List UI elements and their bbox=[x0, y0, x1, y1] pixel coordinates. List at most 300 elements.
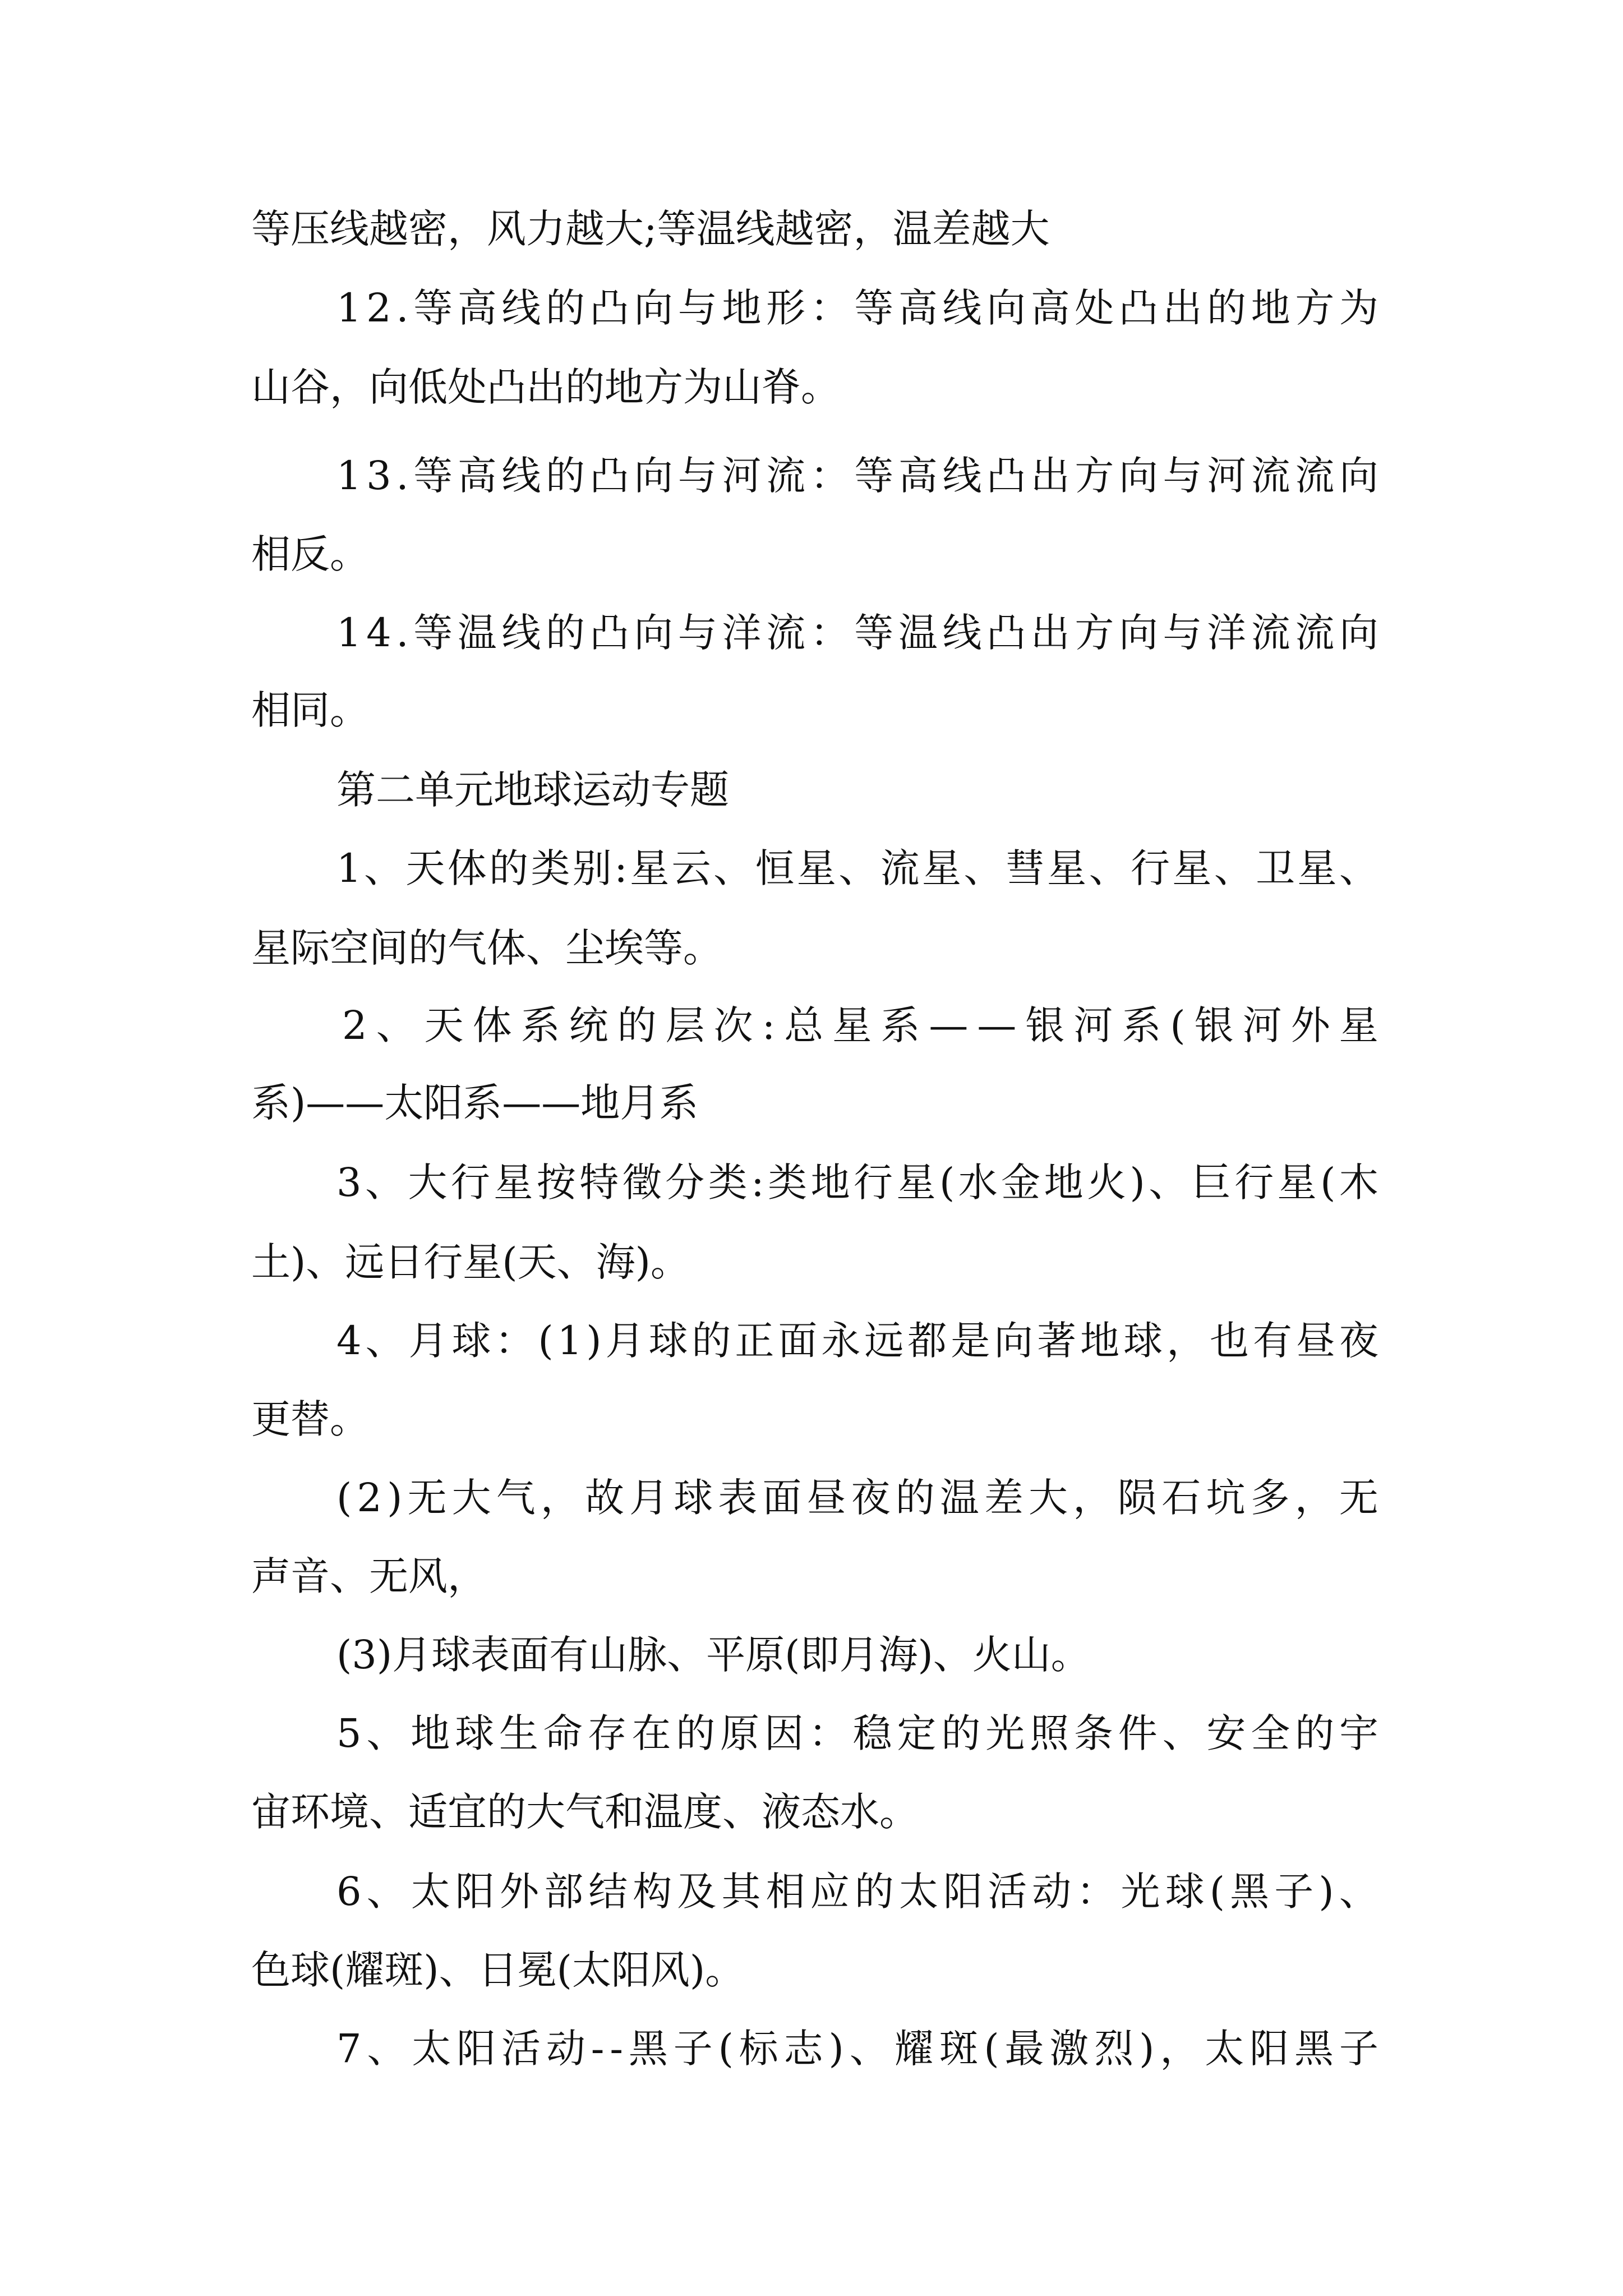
text-char: 向 bbox=[634, 453, 674, 499]
text-char: 云 bbox=[671, 845, 711, 891]
text-char: 处 bbox=[1075, 285, 1114, 331]
text-char: . bbox=[396, 453, 409, 499]
text-char: 命 bbox=[543, 1710, 583, 1756]
text-char: 气 bbox=[496, 1475, 536, 1521]
text-line: (3)月球表面有山脉、平原(即月海)、火山。 bbox=[336, 1632, 1090, 1678]
text-char: 温 bbox=[898, 610, 938, 656]
text-char: 别 bbox=[572, 845, 612, 891]
text-char: 太 bbox=[411, 1869, 450, 1915]
text-char: 照 bbox=[1030, 1710, 1069, 1756]
text-char: 阳 bbox=[1249, 2026, 1289, 2072]
text-char: 的 bbox=[1207, 285, 1247, 331]
text-char: 宇 bbox=[1339, 1710, 1378, 1756]
text-char: 子 bbox=[1274, 1869, 1314, 1915]
text-char: 分 bbox=[665, 1159, 705, 1205]
text-line bbox=[342, 997, 1378, 1053]
text-char: 有 bbox=[1253, 1318, 1292, 1364]
text-char: 星 bbox=[896, 1159, 936, 1205]
text-line: 等压线越密，风力越大;等温线越密，温差越大 bbox=[251, 206, 1050, 252]
text-char: 1 bbox=[557, 1318, 583, 1364]
text-char: 行 bbox=[1234, 1159, 1274, 1205]
text-line bbox=[336, 1313, 1378, 1369]
text-char: ： bbox=[810, 285, 850, 331]
text-char: 凸 bbox=[1118, 285, 1158, 331]
text-char: 流 bbox=[1295, 453, 1335, 499]
text-line: 山谷，向低处凸出的地方为山脊。 bbox=[251, 364, 840, 410]
text-char: 1 bbox=[336, 285, 362, 331]
text-char: 星 bbox=[922, 845, 961, 891]
text-char: 与 bbox=[677, 453, 717, 499]
text-line: 更替。 bbox=[251, 1396, 369, 1442]
text-char: 凸 bbox=[589, 610, 629, 656]
text-char: 向 bbox=[634, 610, 674, 656]
text-char: 标 bbox=[739, 2026, 778, 2072]
text-char: ( bbox=[1209, 1869, 1225, 1915]
text-char: 的 bbox=[691, 1318, 731, 1364]
text-char: 差 bbox=[984, 1475, 1023, 1521]
text-char: 太 bbox=[1205, 2026, 1244, 2072]
text-char: 流 bbox=[1295, 610, 1335, 656]
text-char: 层 bbox=[665, 1002, 705, 1048]
text-char: 与 bbox=[677, 285, 717, 331]
text-char: 流 bbox=[880, 845, 920, 891]
text-char: 等 bbox=[854, 285, 894, 331]
text-char: 、 bbox=[1089, 845, 1128, 891]
text-char: 类 bbox=[768, 1159, 808, 1205]
text-char: 昼 bbox=[1295, 1318, 1335, 1364]
text-char: 洋 bbox=[1207, 610, 1247, 656]
text-char: ： bbox=[810, 610, 850, 656]
text-char: 结 bbox=[588, 1869, 628, 1915]
text-char: 星 bbox=[1339, 1002, 1378, 1048]
text-char: 天 bbox=[424, 1002, 464, 1048]
text-char: ) bbox=[1318, 1869, 1334, 1915]
text-char: 的 bbox=[546, 285, 585, 331]
section-heading: 第二单元地球运动专题 bbox=[336, 767, 729, 813]
text-line bbox=[336, 1705, 1378, 1761]
text-char: 行 bbox=[450, 1159, 490, 1205]
text-char: 温 bbox=[457, 610, 497, 656]
text-char: 、 bbox=[376, 1002, 416, 1048]
text-char: ( bbox=[1170, 1002, 1186, 1048]
text-char: 出 bbox=[1030, 610, 1070, 656]
text-line bbox=[336, 280, 1378, 336]
text-char: 活 bbox=[988, 1869, 1027, 1915]
text-char: 卫 bbox=[1256, 845, 1295, 891]
text-char: 凸 bbox=[986, 453, 1026, 499]
text-char: 耀 bbox=[894, 2026, 934, 2072]
text-char: 河 bbox=[1242, 1002, 1282, 1048]
text-char: 流 bbox=[1251, 610, 1290, 656]
text-char: 凸 bbox=[589, 285, 629, 331]
text-line bbox=[336, 605, 1378, 661]
text-char: 高 bbox=[457, 285, 497, 331]
text-char: 无 bbox=[1339, 1475, 1378, 1521]
text-char: 存 bbox=[587, 1710, 627, 1756]
text-char: 月 bbox=[605, 1318, 645, 1364]
text-char: 、 bbox=[838, 845, 878, 891]
text-char: 、 bbox=[963, 845, 1003, 891]
text-char: 件 bbox=[1118, 1710, 1158, 1756]
text-char: 河 bbox=[722, 453, 762, 499]
text-char: ， bbox=[1294, 1475, 1334, 1521]
text-char: 出 bbox=[1163, 285, 1202, 331]
text-char: 夜 bbox=[851, 1475, 891, 1521]
text-char: ) bbox=[1129, 1159, 1145, 1205]
text-char: 高 bbox=[1030, 285, 1070, 331]
text-line bbox=[336, 448, 1378, 504]
text-char: 巨 bbox=[1191, 1159, 1231, 1205]
text-char: 恒 bbox=[755, 845, 795, 891]
text-char: 5 bbox=[336, 1710, 362, 1756]
text-char: 类 bbox=[531, 845, 570, 891]
text-char: 行 bbox=[854, 1159, 893, 1205]
text-char: 向 bbox=[986, 285, 1026, 331]
text-char: 星 bbox=[1297, 845, 1337, 891]
text-char: 线 bbox=[942, 610, 982, 656]
text-char: 阳 bbox=[455, 1869, 495, 1915]
text-char: 4 bbox=[366, 610, 391, 656]
text-char: 地 bbox=[1044, 1159, 1083, 1205]
text-line bbox=[336, 1864, 1378, 1920]
text-char: 线 bbox=[501, 453, 541, 499]
text-char: : bbox=[614, 845, 628, 891]
text-char: 斑 bbox=[939, 2026, 979, 2072]
text-char: 银 bbox=[1194, 1002, 1234, 1048]
text-char: 金 bbox=[1001, 1159, 1041, 1205]
text-char: 、 bbox=[365, 1159, 404, 1205]
text-char: 特 bbox=[579, 1159, 619, 1205]
text-char: 星 bbox=[796, 845, 836, 891]
text-char: 永 bbox=[821, 1318, 861, 1364]
text-char: . bbox=[396, 285, 409, 331]
text-char: 故 bbox=[584, 1475, 624, 1521]
text-char: 球 bbox=[451, 1318, 491, 1364]
text-char: ) bbox=[387, 1475, 403, 1521]
text-char: 球 bbox=[1165, 1869, 1205, 1915]
text-char: 等 bbox=[413, 610, 453, 656]
text-char: 星 bbox=[494, 1159, 533, 1205]
text-char: ， bbox=[540, 1475, 580, 1521]
text-char: ( bbox=[1320, 1159, 1336, 1205]
text-char: 线 bbox=[501, 285, 541, 331]
text-char: 温 bbox=[939, 1475, 979, 1521]
text-char: 向 bbox=[994, 1318, 1034, 1364]
text-line bbox=[336, 840, 1378, 896]
text-char: 大 bbox=[451, 1475, 491, 1521]
text-char: 的 bbox=[489, 845, 529, 891]
text-char: 3 bbox=[366, 453, 391, 499]
text-char: 水 bbox=[958, 1159, 998, 1205]
text-char: 最 bbox=[1004, 2026, 1044, 2072]
text-char: 高 bbox=[898, 453, 938, 499]
text-char: - bbox=[610, 2026, 623, 2072]
text-char: 地 bbox=[810, 1159, 850, 1205]
text-char: 黑 bbox=[1294, 2026, 1334, 2072]
text-char: 夜 bbox=[1339, 1318, 1378, 1364]
text-char: 高 bbox=[898, 285, 938, 331]
text-char: 无 bbox=[407, 1475, 447, 1521]
text-char: 生 bbox=[499, 1710, 538, 1756]
text-char: 河 bbox=[1207, 453, 1247, 499]
text-char: 行 bbox=[1130, 845, 1170, 891]
text-char: 阳 bbox=[457, 2026, 496, 2072]
text-char: 、 bbox=[1214, 845, 1253, 891]
text-line bbox=[336, 1470, 1378, 1526]
text-char: 的 bbox=[617, 1002, 657, 1048]
text-char: 类 bbox=[708, 1159, 748, 1205]
text-char: 星 bbox=[1277, 1159, 1317, 1205]
text-char: 大 bbox=[408, 1159, 448, 1205]
text-char: 系 bbox=[1122, 1002, 1161, 1048]
text-char: 2 bbox=[357, 1475, 382, 1521]
text-char: 向 bbox=[1339, 453, 1378, 499]
text-char: 球 bbox=[1123, 1318, 1163, 1364]
text-char: 面 bbox=[778, 1318, 818, 1364]
text-char: 地 bbox=[1251, 285, 1290, 331]
text-char: 动 bbox=[1032, 1869, 1072, 1915]
text-char: 月 bbox=[629, 1475, 669, 1521]
text-char: 、 bbox=[1162, 1710, 1202, 1756]
text-char: 表 bbox=[718, 1475, 758, 1521]
text-line: 土)、远日行星(天、海)。 bbox=[251, 1239, 690, 1285]
text-char: 的 bbox=[941, 1710, 981, 1756]
text-char: 方 bbox=[1075, 610, 1114, 656]
text-char: ) bbox=[828, 2026, 844, 2072]
text-char: 、 bbox=[366, 1710, 406, 1756]
text-char: 方 bbox=[1295, 285, 1335, 331]
text-char: 面 bbox=[762, 1475, 802, 1521]
text-line: 声音、无风， bbox=[251, 1553, 487, 1599]
text-char: ( bbox=[336, 1475, 352, 1521]
text-char: 其 bbox=[721, 1869, 761, 1915]
text-line bbox=[336, 2021, 1378, 2077]
text-char: 的 bbox=[895, 1475, 935, 1521]
text-char: 外 bbox=[1290, 1002, 1330, 1048]
text-char: 总 bbox=[784, 1002, 824, 1048]
text-char: 出 bbox=[1030, 453, 1070, 499]
text-char: 构 bbox=[633, 1869, 672, 1915]
text-char: ( bbox=[984, 2026, 999, 2072]
text-char: 等 bbox=[413, 285, 453, 331]
text-char: 2 bbox=[366, 285, 391, 331]
text-char: 3 bbox=[336, 1159, 362, 1205]
text-char: 、 bbox=[849, 2026, 889, 2072]
text-char: 星 bbox=[832, 1002, 872, 1048]
text-char: 因 bbox=[764, 1710, 804, 1756]
text-char: 著 bbox=[1037, 1318, 1077, 1364]
text-char: 向 bbox=[1118, 610, 1158, 656]
text-char: 线 bbox=[942, 285, 982, 331]
text-char: 为 bbox=[1339, 285, 1378, 331]
text-char: 、 bbox=[1149, 1159, 1188, 1205]
text-char: 星 bbox=[1047, 845, 1087, 891]
text-char: 流 bbox=[766, 610, 806, 656]
text-char: 阳 bbox=[943, 1869, 983, 1915]
text-char: ： bbox=[810, 453, 850, 499]
text-char: 、 bbox=[367, 2026, 407, 2072]
text-char: 动 bbox=[546, 2026, 585, 2072]
text-char: 球 bbox=[648, 1318, 688, 1364]
text-char: 昼 bbox=[806, 1475, 846, 1521]
text-char: ， bbox=[1166, 1318, 1206, 1364]
text-char: 安 bbox=[1206, 1710, 1246, 1756]
text-char: 与 bbox=[1163, 610, 1202, 656]
text-char: 全 bbox=[1251, 1710, 1290, 1756]
text-char: 洋 bbox=[722, 610, 762, 656]
text-char: 子 bbox=[1339, 2026, 1378, 2072]
text-char: 次 bbox=[713, 1002, 753, 1048]
text-char: ) bbox=[1139, 2026, 1155, 2072]
text-char: 火 bbox=[1087, 1159, 1127, 1205]
text-char: 统 bbox=[569, 1002, 608, 1048]
text-char: 木 bbox=[1339, 1159, 1378, 1205]
text-char: 等 bbox=[413, 453, 453, 499]
text-char: 等 bbox=[854, 610, 894, 656]
text-char: 的 bbox=[546, 610, 585, 656]
text-char: 等 bbox=[854, 453, 894, 499]
text-char: 与 bbox=[677, 610, 717, 656]
text-char: 坑 bbox=[1206, 1475, 1246, 1521]
text-char: : bbox=[762, 1002, 776, 1048]
text-char: 银 bbox=[1025, 1002, 1065, 1048]
text-char: 1 bbox=[336, 845, 362, 891]
text-char: 体 bbox=[447, 845, 487, 891]
text-char: 高 bbox=[457, 453, 497, 499]
text-char: 、 bbox=[366, 1869, 406, 1915]
text-char: 条 bbox=[1073, 1710, 1113, 1756]
text-char: 陨 bbox=[1117, 1475, 1157, 1521]
text-char: 月 bbox=[408, 1318, 448, 1364]
text-char: 系 bbox=[880, 1002, 920, 1048]
text-char: 1 bbox=[336, 453, 362, 499]
text-char: 7 bbox=[336, 2026, 362, 2072]
text-char: 、 bbox=[363, 845, 403, 891]
text-char: 、 bbox=[365, 1318, 405, 1364]
text-char: 也 bbox=[1210, 1318, 1249, 1364]
text-char: 子 bbox=[673, 2026, 713, 2072]
text-line: 宙环境、适宜的大气和温度、液态水。 bbox=[251, 1789, 919, 1835]
text-char: 凸 bbox=[986, 610, 1026, 656]
text-char: 形 bbox=[766, 285, 806, 331]
text-line bbox=[336, 1154, 1378, 1211]
text-line: 星际空间的气体、尘埃等。 bbox=[251, 925, 722, 971]
text-char: 黑 bbox=[628, 2026, 668, 2072]
text-char: 流 bbox=[766, 453, 806, 499]
text-char: 线 bbox=[501, 610, 541, 656]
text-char: 线 bbox=[942, 453, 982, 499]
text-char: — bbox=[929, 1002, 969, 1048]
text-char: 相 bbox=[766, 1869, 805, 1915]
text-char: 体 bbox=[472, 1002, 512, 1048]
text-char: ， bbox=[1073, 1475, 1113, 1521]
text-char: 及 bbox=[677, 1869, 717, 1915]
text-char: 志 bbox=[783, 2026, 823, 2072]
text-char: 、 bbox=[1339, 845, 1378, 891]
text-char: 凸 bbox=[589, 453, 629, 499]
text-char: 外 bbox=[499, 1869, 539, 1915]
text-char: ： bbox=[808, 1710, 848, 1756]
text-char: 在 bbox=[631, 1710, 671, 1756]
text-char: : bbox=[751, 1159, 764, 1205]
text-char: ， bbox=[1160, 2026, 1200, 2072]
text-char: 太 bbox=[412, 2026, 451, 2072]
text-char: 太 bbox=[898, 1869, 938, 1915]
text-char: - bbox=[591, 2026, 605, 2072]
text-char: 正 bbox=[735, 1318, 774, 1364]
text-char: 与 bbox=[1163, 453, 1202, 499]
text-char: 向 bbox=[1118, 453, 1158, 499]
text-char: 向 bbox=[1339, 610, 1378, 656]
text-char: 、 bbox=[1339, 1869, 1378, 1915]
text-char: 石 bbox=[1161, 1475, 1201, 1521]
text-char: 4 bbox=[336, 1318, 362, 1364]
text-char: 的 bbox=[546, 453, 585, 499]
text-char: 徵 bbox=[622, 1159, 662, 1205]
text-char: 河 bbox=[1073, 1002, 1113, 1048]
text-char: 系 bbox=[520, 1002, 560, 1048]
text-char: 光 bbox=[985, 1710, 1025, 1756]
text-char: 原 bbox=[720, 1710, 760, 1756]
text-char: 方 bbox=[1075, 453, 1114, 499]
text-char: 按 bbox=[536, 1159, 576, 1205]
text-char: ( bbox=[939, 1159, 955, 1205]
text-char: 多 bbox=[1250, 1475, 1290, 1521]
text-char: ： bbox=[1076, 1869, 1116, 1915]
text-line: 色球(耀斑)、日冕(太阳风)。 bbox=[251, 1947, 745, 1993]
text-char: 激 bbox=[1049, 2026, 1089, 2072]
text-char: ( bbox=[718, 2026, 734, 2072]
text-char: ( bbox=[538, 1318, 554, 1364]
text-char: 应 bbox=[810, 1869, 850, 1915]
text-char: 星 bbox=[1172, 845, 1212, 891]
text-char: 稳 bbox=[852, 1710, 892, 1756]
text-line: 系)——太阳系——地月系 bbox=[251, 1080, 699, 1126]
text-char: 向 bbox=[634, 285, 674, 331]
text-char: 是 bbox=[951, 1318, 990, 1364]
text-char: 天 bbox=[405, 845, 445, 891]
text-char: 、 bbox=[713, 845, 753, 891]
text-char: 2 bbox=[342, 1002, 367, 1048]
text-line: 相反。 bbox=[251, 531, 369, 577]
text-char: — bbox=[977, 1002, 1017, 1048]
text-char: 6 bbox=[336, 1869, 362, 1915]
text-line: 相同。 bbox=[251, 687, 369, 733]
text-char: 大 bbox=[1029, 1475, 1068, 1521]
text-char: 地 bbox=[411, 1710, 450, 1756]
text-char: 的 bbox=[854, 1869, 894, 1915]
text-char: . bbox=[396, 610, 409, 656]
text-char: 地 bbox=[722, 285, 762, 331]
text-char: 球 bbox=[455, 1710, 495, 1756]
text-char: ) bbox=[586, 1318, 602, 1364]
text-char: 流 bbox=[1251, 453, 1290, 499]
text-char: 1 bbox=[336, 610, 362, 656]
text-char: 的 bbox=[676, 1710, 716, 1756]
text-char: 定 bbox=[897, 1710, 937, 1756]
text-char: 的 bbox=[1295, 1710, 1335, 1756]
text-char: 黑 bbox=[1230, 1869, 1270, 1915]
text-char: 活 bbox=[501, 2026, 541, 2072]
text-char: 部 bbox=[544, 1869, 584, 1915]
text-char: ： bbox=[495, 1318, 534, 1364]
text-char: 烈 bbox=[1094, 2026, 1134, 2072]
text-char: 都 bbox=[907, 1318, 947, 1364]
text-char: 光 bbox=[1121, 1869, 1160, 1915]
text-char: 彗 bbox=[1005, 845, 1045, 891]
text-char: 远 bbox=[864, 1318, 904, 1364]
text-char: 星 bbox=[630, 845, 670, 891]
